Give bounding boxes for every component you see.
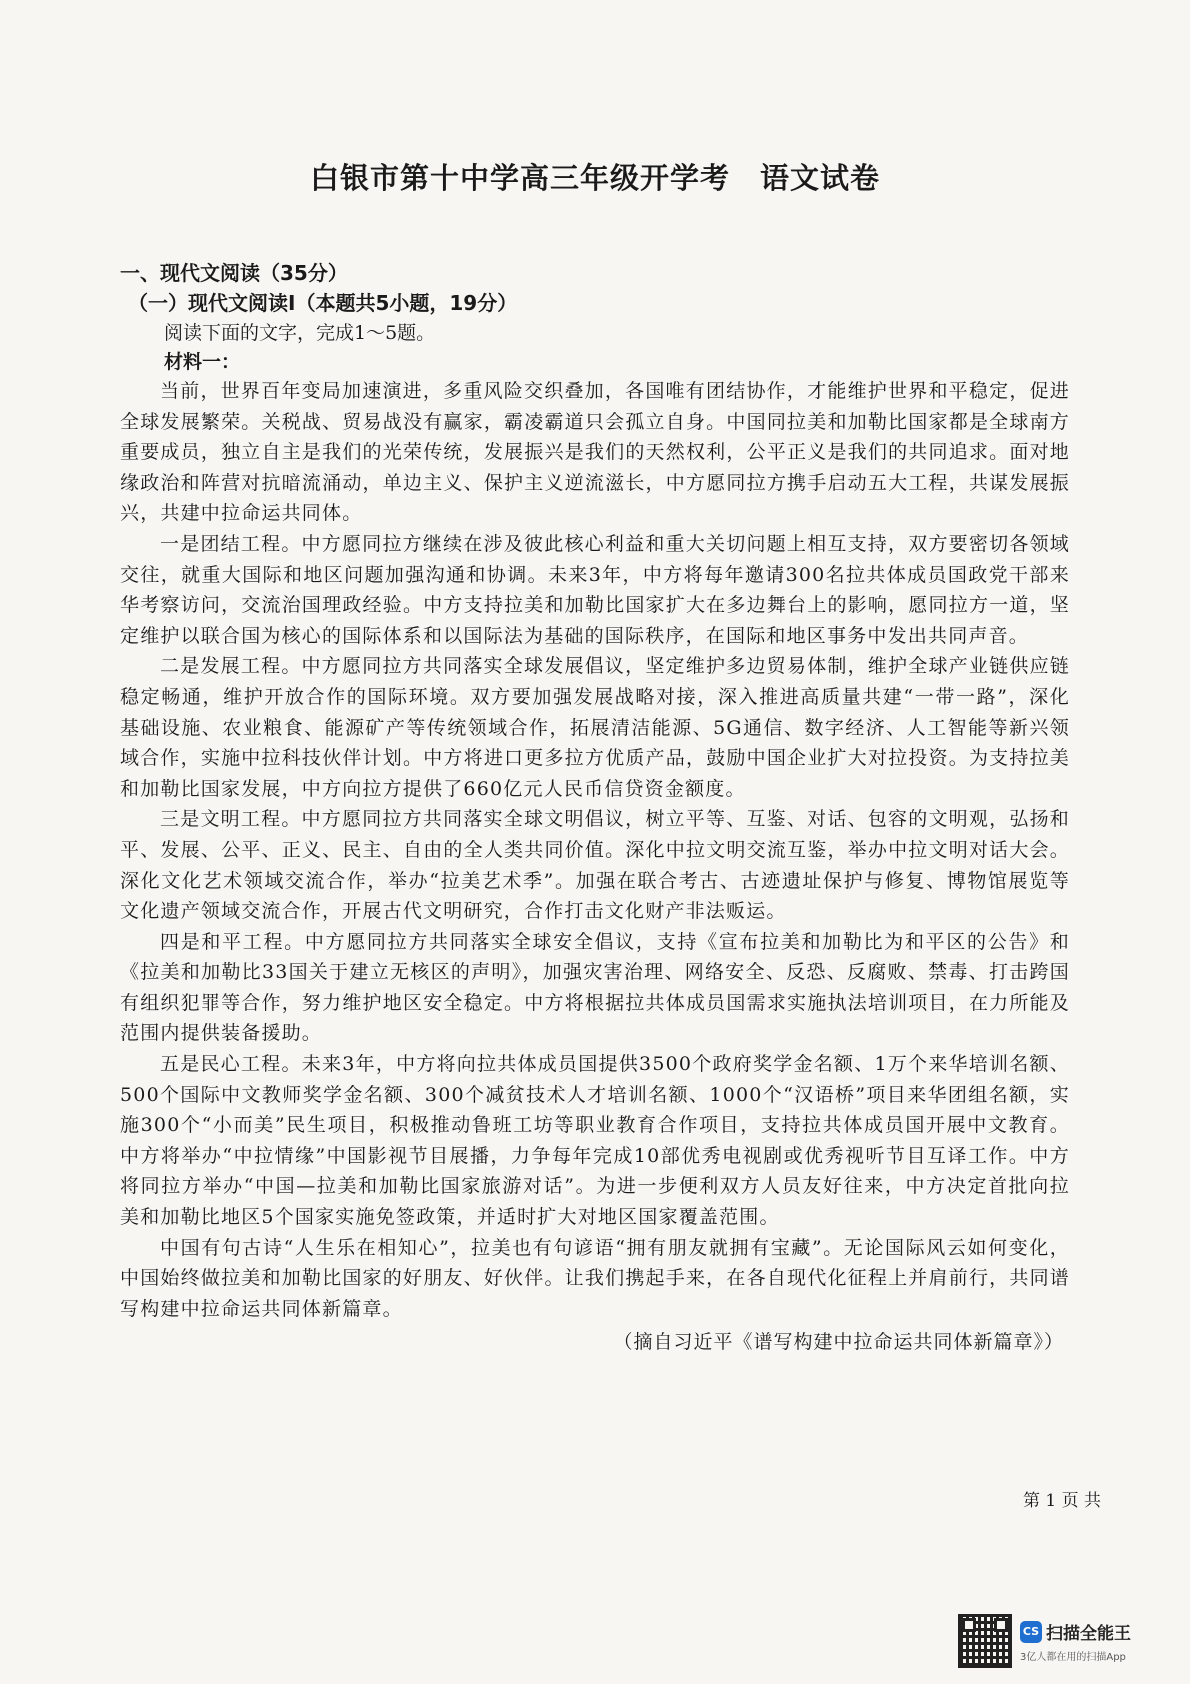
paragraph-peace: 四是和平工程。中方愿同拉方共同落实全球安全倡议，支持《宣布拉美和加勒比为和平区的公告》和《拉美和加勒比33国关于建立无核区的声明》，加强灾害治理、网络安全、反恐、反腐败、禁毒、打击跨国有组织犯罪等合作，努力维护地区安全稳定。中方将根据拉共体成员国需求实施执法培训项目，在力所能及范围内提供装备援助。 — [120, 930, 1070, 1045]
reading-instruction: 阅读下面的文字，完成1～5题。 — [164, 322, 436, 344]
qr-code-icon — [958, 1614, 1012, 1668]
paragraph-civilization: 三是文明工程。中方愿同拉方共同落实全球文明倡议，树立平等、互鉴、对话、包容的文明观，弘扬和平、发展、公平、正义、民主、自由的全人类共同价值。深化中拉文明交流互鉴，举办中拉文明对话大会。深化文化艺术领域交流合作，举办“拉美艺术季”。加强在联合考古、古迹遗址保护与修复、博物馆展览等文化遗产领域交流合作，开展古代文明研究，合作打击文化财产非法贩运。 — [120, 808, 1070, 923]
paragraph-unity: 一是团结工程。中方愿同拉方继续在涉及彼此核心利益和重大关切问题上相互支持，双方要密切各领域交往，就重大国际和地区问题加强沟通和协调。未来3年，中方将每年邀请300名拉共体成员国政党干部来华考察访问，交流治国理政经验。中方支持拉美和加勒比国家扩大在多边舞台上的影响，愿同拉方一道，坚定维护以联合国为核心的国际体系和以国际法为基础的国际秩序，在国际和地区事务中发出共同声音。 — [120, 532, 1070, 647]
watermark-brand-row — [1020, 1619, 1131, 1644]
section-heading: 一、现代文阅读（35分） — [120, 261, 348, 285]
subsection-heading: （一）现代文阅读Ⅰ（本题共5小题，19分） — [128, 291, 518, 315]
source-citation: （摘自习近平《谱写构建中拉命运共同体新篇章》） — [613, 1331, 1064, 1354]
watermark-brand: 扫描全能王 — [1046, 1624, 1131, 1644]
cs-logo-icon: CS — [1020, 1621, 1042, 1643]
watermark-tagline: 3亿人都在用的扫描App — [1020, 1652, 1126, 1663]
watermark-text — [1020, 1619, 1131, 1663]
exam-title: 白银市第十中学高三年级开学考 语文试卷 — [309, 161, 880, 195]
paragraph-closing: 中国有句古诗“人生乐在相知心”，拉美也有句谚语“拥有朋友就拥有宝藏”。无论国际风云如何变化，中国始终做拉美和加勒比国家的好朋友、好伙伴。让我们携起手来，在各自现代化征程上并肩前行，共同谱写构建中拉命运共同体新篇章。 — [120, 1236, 1070, 1320]
material-label: 材料一： — [164, 351, 241, 373]
page-number: 第 1 页 共 — [1023, 1491, 1102, 1511]
scanner-watermark — [958, 1612, 1168, 1670]
paragraph-intro: 当前，世界百年变局加速演进，多重风险交织叠加，各国唯有团结协作，才能维护世界和平稳定，促进全球发展繁荣。关税战、贸易战没有赢家，霸凌霸道只会孤立自身。中国同拉美和加勒比国家都是全球南方重要成员，独立自主是我们的光荣传统，发展振兴是我们的天然权利，公平正义是我们的共同追求。面对地缘政治和阵营对抗暗流涌动，单边主义、保护主义逆流滋长，中方愿同拉方携手启动五大工程，共谋发展振兴，共建中拉命运共同体。 — [120, 380, 1070, 525]
reading-section — [120, 258, 1070, 1358]
paragraph-people: 五是民心工程。未来3年，中方将向拉共体成员国提供3500个政府奖学金名额、1万个来华培训名额、500个国际中文教师奖学金名额、300个减贫技术人才培训名额、1000个“汉语桥”项目来华团组名额，实施300个“小而美”民生项目，积极推动鲁班工坊等职业教育合作项目，支持拉共体成员国开展中文教育。中方将举办“中拉情缘”中国影视节目展播，力争每年完成10部优秀电视剧或优秀视听节目互译工作。中方将同拉方举办“中国—拉美和加勒比国家旅游对话”。为进一步便利双方人员友好往来，中方决定首批向拉美和加勒比地区5个国家实施免签政策，并适时扩大对地区国家覆盖范围。 — [120, 1053, 1070, 1229]
paragraph-development: 二是发展工程。中方愿同拉方共同落实全球发展倡议，坚定维护多边贸易体制，维护全球产业链供应链稳定畅通，维护开放合作的国际环境。双方要加强发展战略对接，深入推进高质量共建“一带一路”，深化基础设施、农业粮食、能源矿产等传统领域合作，拓展清洁能源、5G通信、数字经济、人工智能等新兴领域合作，实施中拉科技伙伴计划。中方将进口更多拉方优质产品，鼓励中国企业扩大对拉投资。为支持拉美和加勒比国家发展，中方向拉方提供了660亿元人民币信贷资金额度。 — [120, 655, 1070, 800]
